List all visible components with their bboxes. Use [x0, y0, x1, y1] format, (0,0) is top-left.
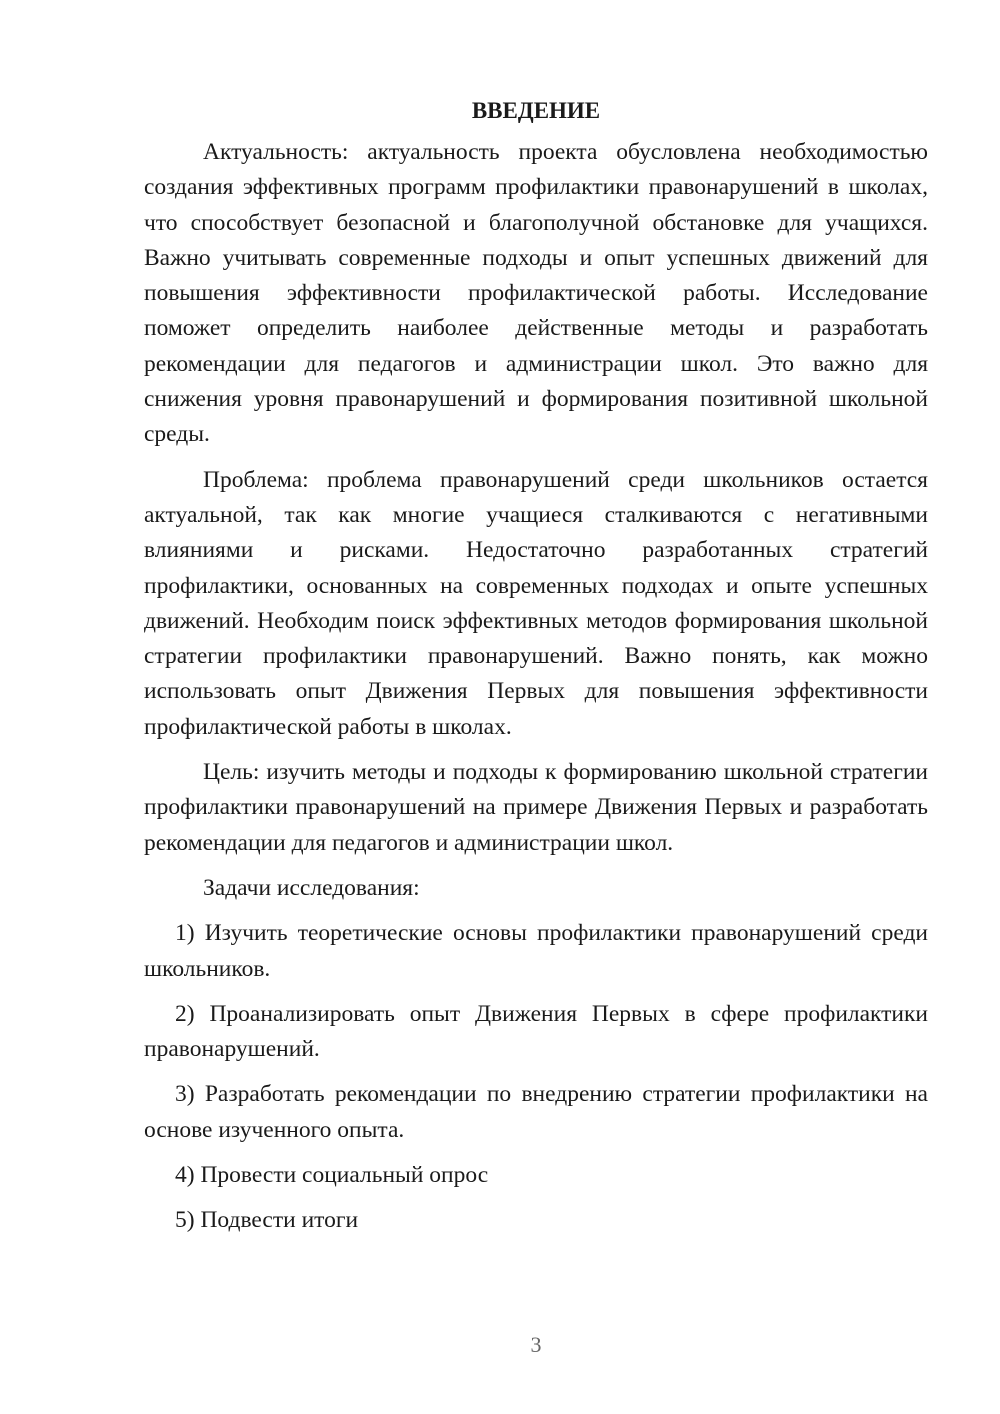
task-item-4: 4) Провести социальный опрос — [175, 1162, 489, 1189]
task-item-3: 3) Разработать рекомендации по внедрению стратегии профилактики на основе изученного опыта. — [144, 1081, 928, 1143]
page-number: 3 — [530, 1332, 542, 1357]
section-title: ВВЕДЕНИЕ — [471, 98, 601, 123]
paragraph-goal: Цель: изучить методы и подходы к формированию школьной стратегии профилактики правонарушений на примере Движения Первых и разработать рекомендации для педагогов и администрации школ. — [144, 759, 928, 856]
task-item-1: 1) Изучить теоретические основы профилактики правонарушений среди школьников. — [144, 920, 928, 982]
paragraph-relevance: Актуальность: актуальность проекта обусловлена необходимостью создания эффективных программ профилактики правонарушений в школах, что способствует безопасной и благополучной обстановке для учащихся. Важно учитывать современные подходы и опыт успешных движений для повышения эффективности профилактической работы. Исследование поможет определить наиболее действенные методы и разработать рекомендации для педагогов и администрации школ. Это важно для снижения уровня правонарушений и формирования позитивной школьной среды. — [144, 139, 928, 448]
task-item-2: 2) Проанализировать опыт Движения Первых в сфере профилактики правонарушений. — [144, 1000, 928, 1063]
paragraph-problem: Проблема: проблема правонарушений среди школьников остается актуальной, так как многие учащиеся сталкиваются с негативными влияниями и рисками. Недостаточно разработанных стратегий профилактики, основанных на современных подходах и опыте успешных движений. Необходим поиск эффективных методов формирования школьной стратегии профилактики правонарушений. Важно понять, как можно использовать опыт Движения Первых для повышения эффективности профилактической работы в школах. — [144, 466, 928, 740]
document-page — [144, 96, 928, 1249]
task-item-5: 5) Подвести итоги — [175, 1207, 359, 1234]
paragraph-tasks-heading: Задачи исследования: — [203, 874, 420, 901]
